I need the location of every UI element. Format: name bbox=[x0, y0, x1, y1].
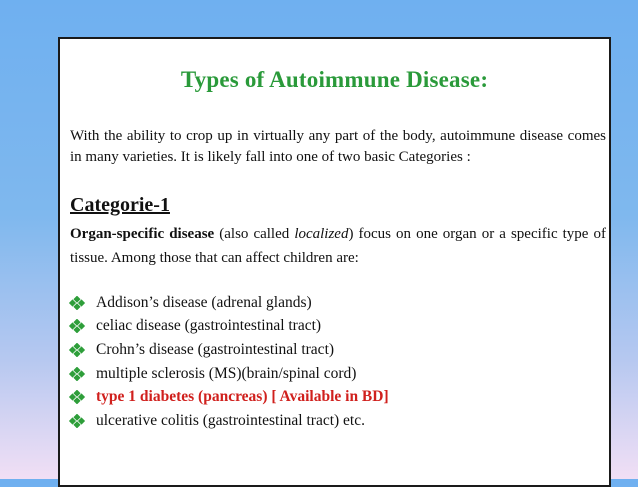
description-part-1: (also called bbox=[214, 226, 295, 242]
intro-paragraph: With the ability to crop up in virtually any part of the body, autoimmune disease comes in many varieties. It is likely fall into one of two basic Categories : bbox=[70, 128, 606, 165]
list-item-text: celiac disease (gastrointestinal tract) bbox=[96, 317, 322, 335]
list-item bbox=[66, 362, 389, 386]
category-heading: Categorie-1 bbox=[70, 194, 170, 216]
diamond-bullet-icon bbox=[66, 367, 88, 381]
description-part-2: ) focus on one organ or a specific type of tissue. Among those that can affect children are: bbox=[70, 226, 607, 266]
list-item-text: Addison’s disease (adrenal glands) bbox=[96, 293, 312, 311]
diamond-bullet-icon bbox=[66, 390, 88, 404]
list-item bbox=[66, 315, 389, 339]
list-item bbox=[66, 409, 389, 433]
slide-card bbox=[58, 37, 611, 487]
diamond-bullet-icon bbox=[66, 414, 88, 428]
diamond-bullet-icon bbox=[66, 343, 88, 357]
category-description bbox=[70, 222, 606, 270]
diamond-bullet-icon bbox=[66, 319, 88, 333]
italic-term: localized bbox=[294, 226, 349, 242]
disease-list bbox=[66, 291, 389, 433]
list-item-text: ulcerative colitis (gastrointestinal tract) etc. bbox=[96, 411, 365, 429]
slide-title: Types of Autoimmune Disease: bbox=[180, 67, 489, 92]
list-item bbox=[66, 291, 389, 315]
list-item-text: multiple sclerosis (MS)(brain/spinal cord) bbox=[96, 364, 357, 382]
list-item-text: type 1 diabetes (pancreas) [ Available in BD] bbox=[96, 388, 389, 406]
list-item bbox=[66, 338, 389, 362]
list-item-text: Crohn’s disease (gastrointestinal tract) bbox=[96, 340, 335, 358]
list-item-highlighted bbox=[66, 385, 389, 409]
diamond-bullet-icon bbox=[66, 296, 88, 310]
bold-term: Organ-specific disease bbox=[70, 226, 215, 242]
